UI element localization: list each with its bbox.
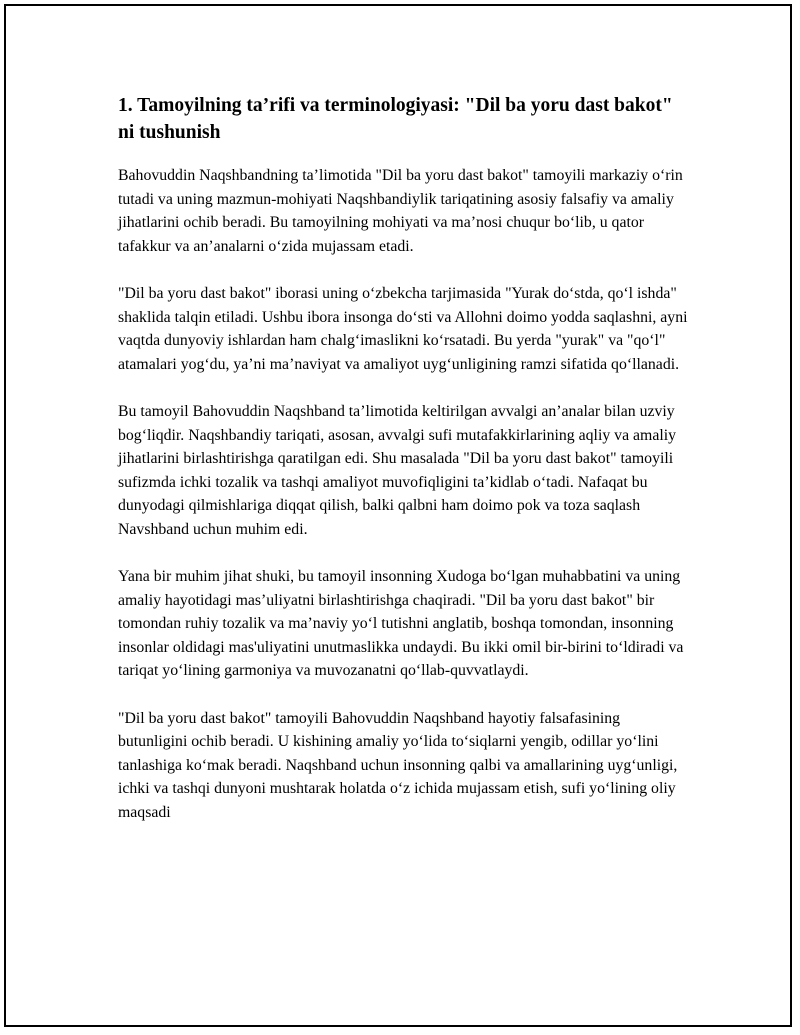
paragraph-4: Yana bir muhim jihat shuki, bu tamoyil insonning Xudoga bo‘lgan muhabbatini va uning amaliy hayotidagi mas’uliyatni birlashtirishga chaqiradi. "Dil ba yoru dast bakot" bir tomondan ruhiy tozalik va ma’naviy yo‘l tutishni anglatib, boshqa tomondan, insonning insonlar oldidagi mas'uliyatini unutmaslikka undaydi. Bu ikki omil bir-birini to‘ldiradi va tariqat yo‘lining garmoniya va muvozanatni qo‘llab-quvvatlaydi. <box>118 568 684 679</box>
document-body <box>118 92 688 848</box>
paragraph-5: "Dil ba yoru dast bakot" tamoyili Bahovuddin Naqshband hayotiy falsafasining butunligini ochib beradi. U kishining amaliy yo‘lida to‘siqlarni yengib, odillar yo‘lini tanlashiga ko‘mak beradi. Naqshband uchun insonning qalbi va amallarining uyg‘unligi, ichki va tashqi dunyoni mushtarak holatda o‘z ichida mujassam etish, sufi yo‘lining oliy maqsadi <box>118 709 678 821</box>
paragraph-1: Bahovuddin Naqshbandning ta’limotida "Dil ba yoru dast bakot" tamoyili markaziy o‘rin tutadi va uning mazmun-mohiyati Naqshbandiylik tariqatining asosiy falsafiy va amaliy jihatlarini ochib beradi. Bu tamoyilning mohiyati va ma’nosi chuqur bo‘lib, u qator tafakkur va an’analarni o‘zida mujassam etadi. <box>118 167 683 255</box>
paragraph-2: "Dil ba yoru dast bakot" iborasi uning o‘zbekcha tarjimasida "Yurak do‘stda, qo‘l ishda" shaklida talqin etiladi. Ushbu ibora insonga do‘sti va Allohni doimo yodda saqlashni, ayni vaqtda dunyoviy ishlardan ham chalg‘imaslikni ko‘rsatadi. Bu yerda "yurak" va "qo‘l" atamalari yog‘du, ya’ni ma’naviyat va amaliyot uyg‘unligining ramzi sifatida qo‘llanadi. <box>118 285 688 373</box>
section-heading: 1. Tamoyilning ta’rifi va terminologiyasi: "Dil ba yoru dast bakot" ni tushunish <box>118 95 673 143</box>
paragraph-3: Bu tamoyil Bahovuddin Naqshband ta’limotida keltirilgan avvalgi an’analar bilan uzviy bog‘liqdir. Naqshbandiy tariqati, asosan, avvalgi sufi mutafakkirlarining aqliy va amaliy jihatlarini birlashtirishga qaratilgan edi. Shu masalada "Dil ba yoru dast bakot" tamoyili sufizmda ichki tozalik va tashqi amaliyot muvofiqligini ta’kidlab o‘tadi. Nafaqat bu dunyodagi qilmishlariga diqqat qilish, balki qalbni ham doimo pok va toza saqlash Navshband uchun muhim edi. <box>118 403 677 538</box>
